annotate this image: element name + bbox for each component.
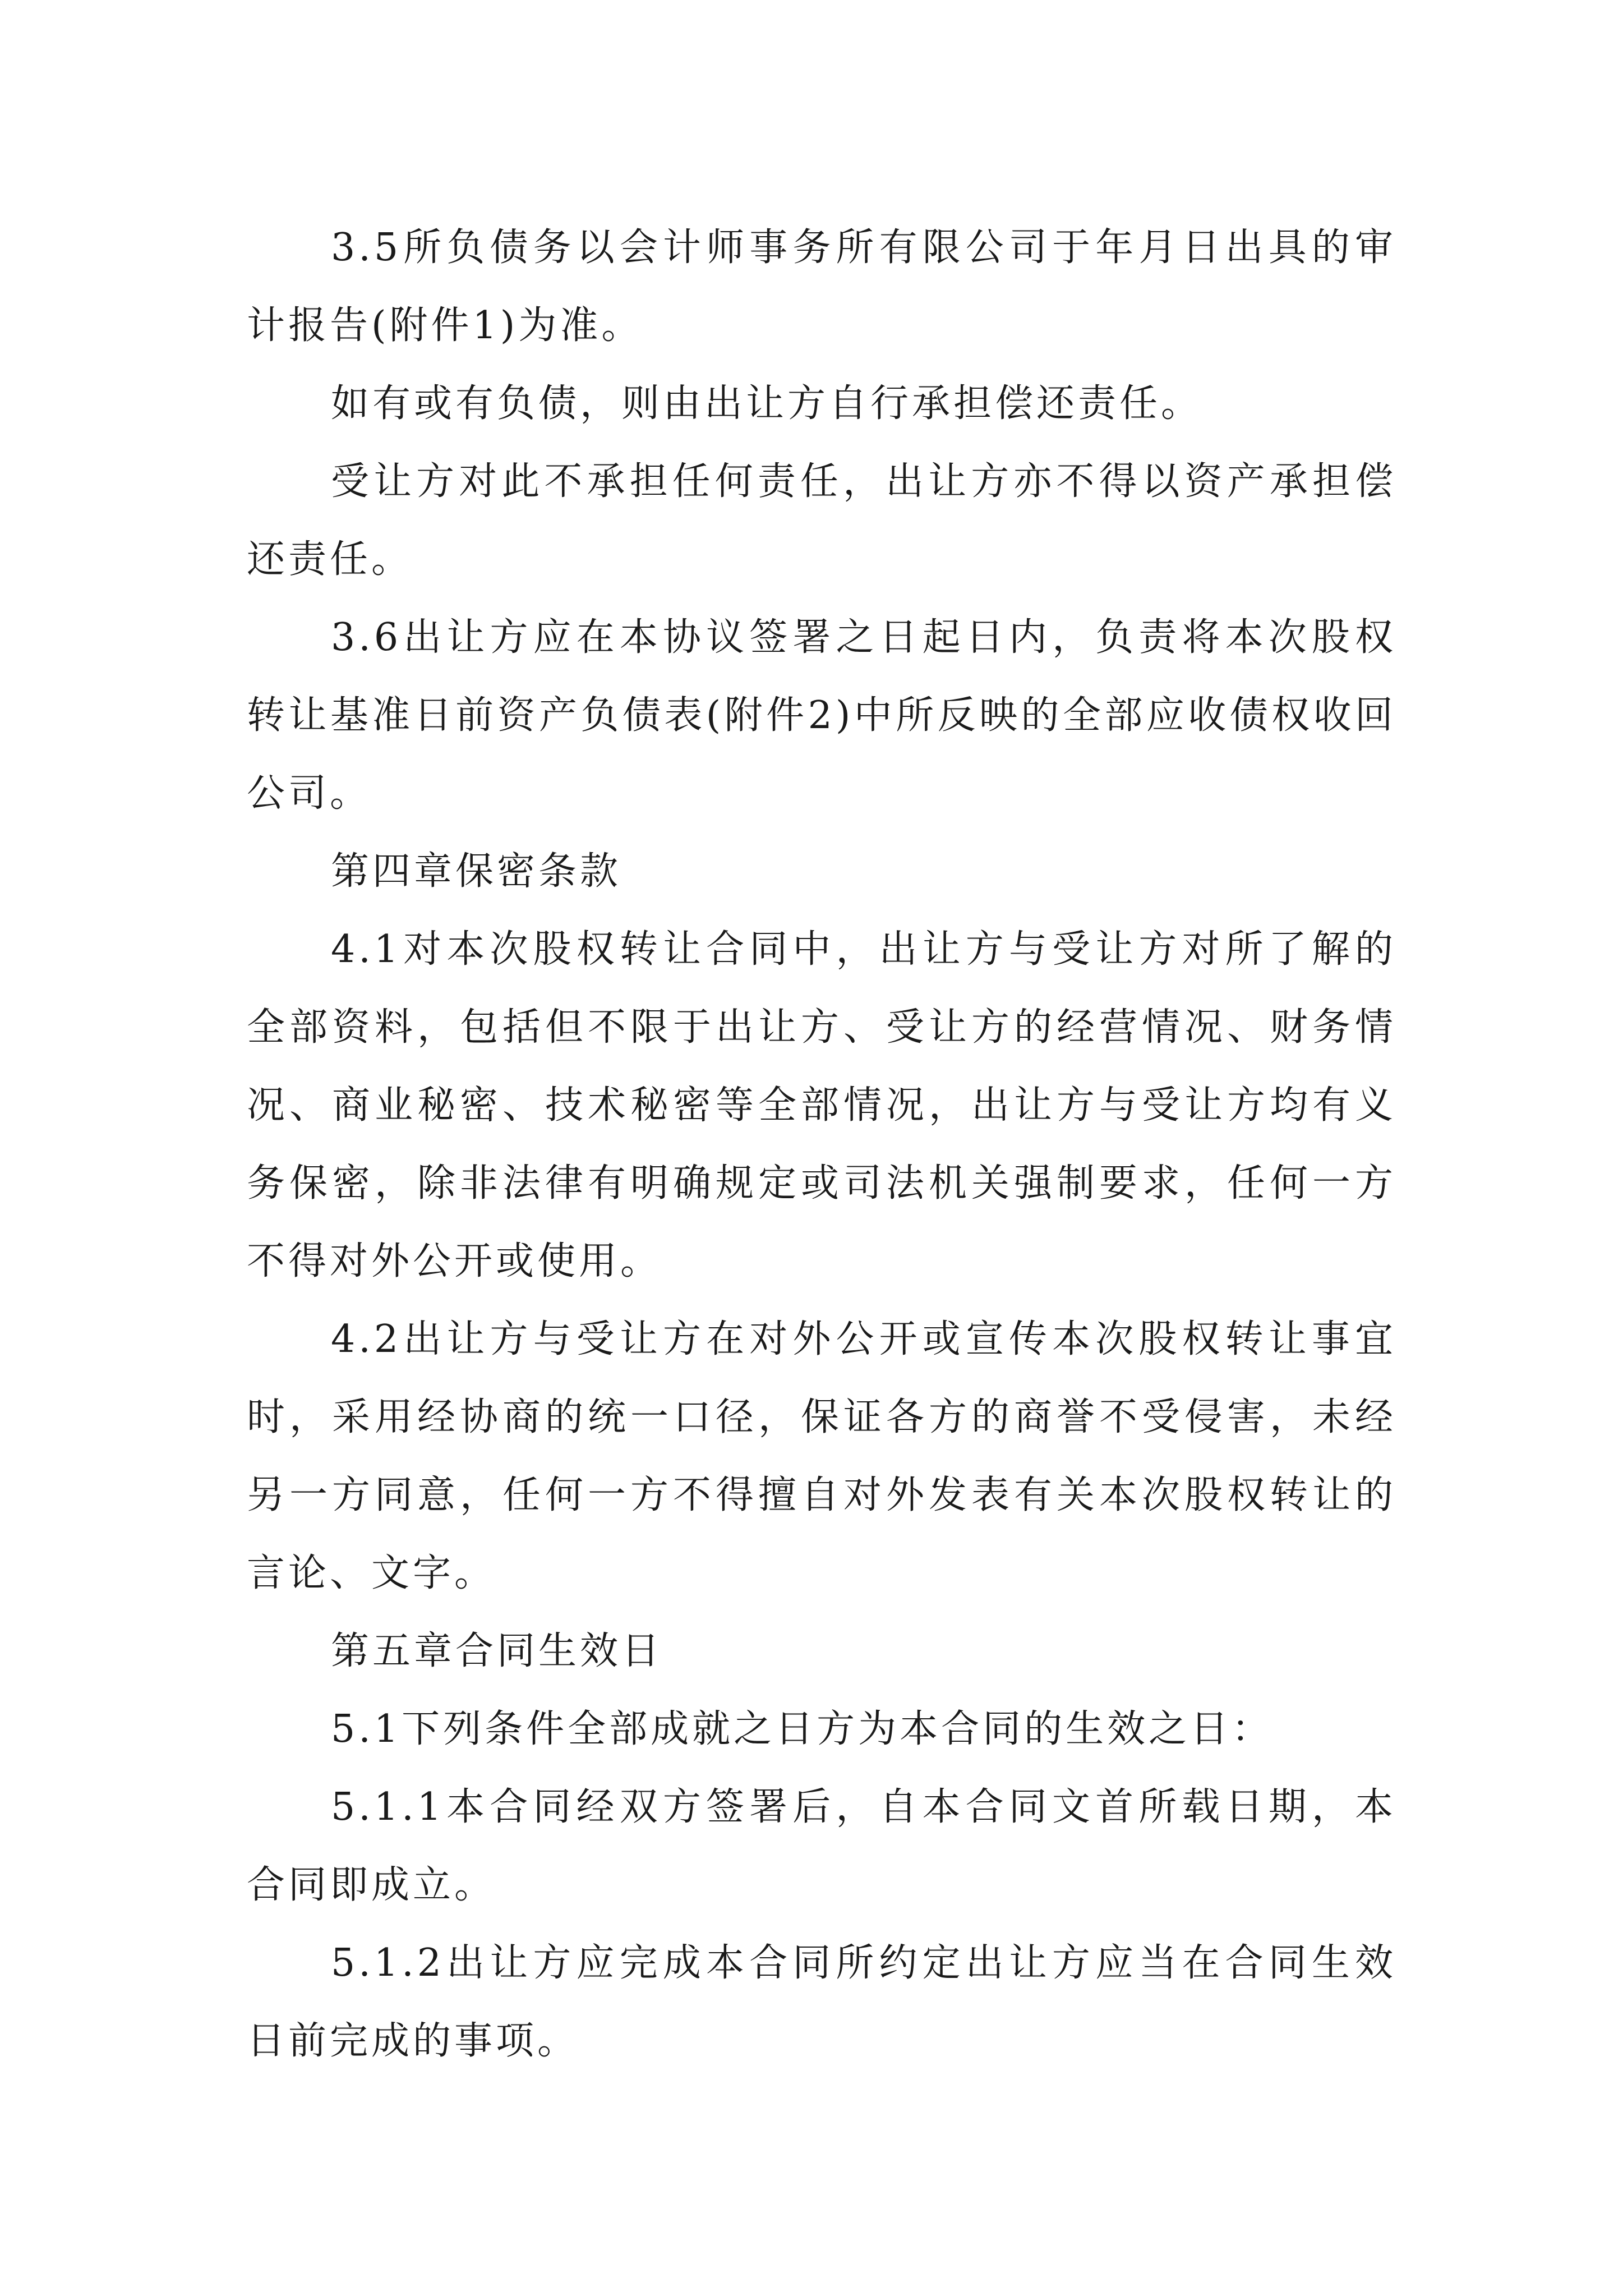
clause-3-6: 3.6出让方应在本协议签署之日起日内，负责将本次股权转让基准日前资产负债表(附件2)中所反映的全部应收债权收回公司。 (247, 615, 1396, 816)
clause-5-1-1: 5.1.1本合同经双方签署后，自本合同文首所载日期，本合同即成立。 (247, 1785, 1396, 1907)
clause-3-5: 3.5所负债务以会计师事务所有限公司于年月日出具的审计报告(附件1)为准。 (247, 226, 1396, 348)
clause-5-1: 5.1下列条件全部成就之日方为本合同的生效之日： (331, 1707, 1274, 1751)
transferee-no-liability-paragraph: 受让方对此不承担任何责任，出让方亦不得以资产承担偿还责任。 (247, 459, 1396, 582)
chapter-5-heading: 第五章合同生效日 (331, 1629, 663, 1673)
contingent-liability-paragraph: 如有或有负债，则由出让方自行承担偿还责任。 (331, 381, 1203, 426)
clause-5-1-2: 5.1.2出让方应完成本合同所约定出让方应当在合同生效日前完成的事项。 (247, 1941, 1396, 2063)
document-body (247, 209, 1396, 2080)
clause-4-1: 4.1对本次股权转让合同中，出让方与受让方对所了解的全部资料，包括但不限于出让方、受让方的经营情况、财务情况、商业秘密、技术秘密等全部情况，出让方与受让方均有义务保密，除非法律有明确规定或司法机关强制要求，任何一方不得对外公开或使用。 (247, 927, 1396, 1283)
chapter-4-heading: 第四章保密条款 (331, 849, 622, 894)
clause-4-2: 4.2出让方与受让方在对外公开或宣传本次股权转让事宜时，采用经协商的统一口径，保证各方的商誉不受侵害，未经另一方同意，任何一方不得擅自对外发表有关本次股权转让的言论、文字。 (247, 1317, 1396, 1595)
